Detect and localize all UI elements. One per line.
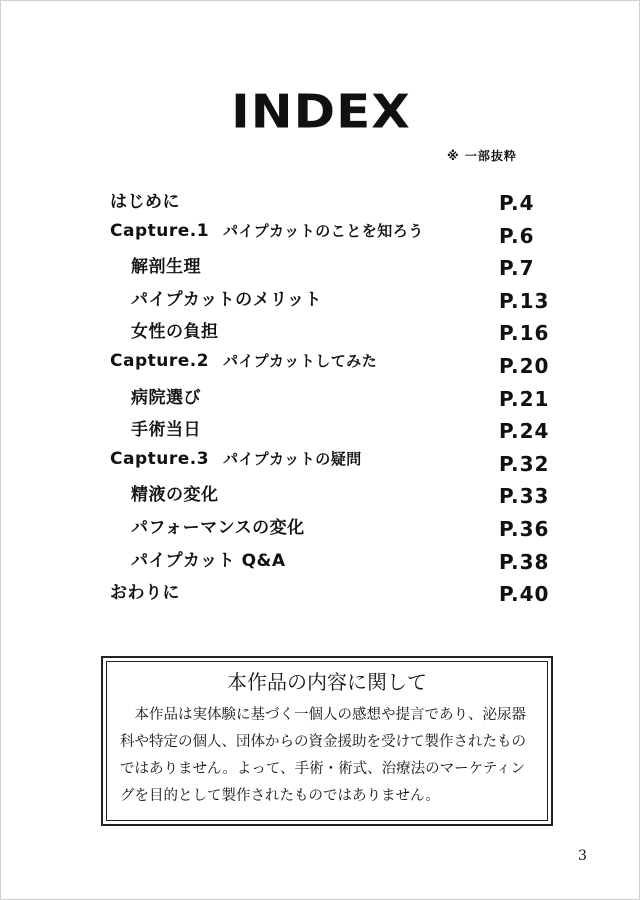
- toc-chapter-subtitle: パイプカットしてみた: [223, 352, 378, 370]
- toc-page-number: P.24: [499, 419, 550, 444]
- toc-label-text: Capture.1: [110, 220, 210, 241]
- toc-label-text: Capture.3: [110, 448, 210, 469]
- toc-row: [1, 220, 640, 252]
- toc-row: [1, 350, 640, 382]
- toc-page-number: P.38: [499, 549, 550, 574]
- toc-row: [1, 480, 640, 512]
- toc-label-text: はじめに: [110, 192, 180, 212]
- toc-row: [1, 448, 640, 480]
- notice-title: 本作品の内容に関して: [227, 670, 427, 694]
- toc-page-number: P.33: [499, 484, 550, 509]
- toc-label: [110, 187, 180, 212]
- toc-label: [131, 513, 305, 538]
- toc-row: [1, 415, 640, 447]
- page-number: 3: [578, 848, 587, 864]
- toc-label: [131, 480, 219, 505]
- toc-label-text: パイプカットのメリット: [131, 289, 322, 310]
- notice-body: 本作品は実体験に基づく一個人の感想や提言であり、泌尿器科や特定の個人、団体からの資金援助を受けて製作されたものではありません。よって、手術・術式、治療法のマーケティングを目的として製作されたものではありません。: [120, 707, 526, 804]
- toc-label: [131, 252, 201, 277]
- toc-label: [131, 285, 322, 310]
- toc-page-number: P.36: [499, 517, 550, 541]
- toc-row: [1, 546, 640, 578]
- toc-page-number: P.7: [499, 256, 535, 281]
- toc-page-number: P.4: [499, 191, 535, 215]
- toc-label: [110, 578, 180, 603]
- toc-label: [110, 220, 424, 241]
- toc-page-number: P.40: [499, 582, 550, 607]
- toc-label-text: パイプカット Q&A: [131, 550, 286, 571]
- toc-label-text: おわりに: [110, 583, 180, 604]
- toc-page-number: P.20: [499, 354, 550, 378]
- toc-label: [110, 448, 362, 469]
- toc-row: [1, 317, 640, 349]
- toc-chapter-subtitle: パイプカットのことを知ろう: [223, 221, 424, 240]
- toc-row: [1, 252, 640, 284]
- toc-page-number: P.16: [499, 321, 550, 346]
- toc-page-number: P.21: [499, 386, 550, 411]
- toc-label: [131, 546, 286, 571]
- toc-label: [131, 383, 201, 408]
- toc-row: [1, 513, 640, 545]
- toc-row: [1, 383, 640, 415]
- toc-label: [131, 415, 201, 440]
- toc-chapter-subtitle: パイプカットの疑問: [223, 449, 362, 468]
- toc-label-text: 解剖生理: [131, 257, 201, 278]
- toc-row: [1, 578, 640, 610]
- toc-label-text: 精液の変化: [131, 485, 219, 506]
- notice-box: [101, 656, 553, 826]
- toc-label-text: 女性の負担: [131, 322, 219, 343]
- toc-label-text: Capture.2: [110, 351, 210, 371]
- toc-row: [1, 187, 640, 219]
- toc-label-text: 手術当日: [131, 420, 201, 441]
- index-title: INDEX: [231, 85, 411, 139]
- toc-page-number: P.32: [499, 451, 550, 476]
- toc-page-number: P.13: [499, 288, 550, 313]
- excerpt-note: ※ 一部抜粋: [447, 149, 517, 163]
- toc-label: [110, 350, 377, 371]
- toc-label: [131, 317, 219, 342]
- toc-page-number: P.6: [499, 223, 535, 248]
- toc-label-text: 病院選び: [131, 387, 201, 408]
- toc-label-text: パフォーマンスの変化: [131, 518, 305, 538]
- toc-row: [1, 285, 640, 317]
